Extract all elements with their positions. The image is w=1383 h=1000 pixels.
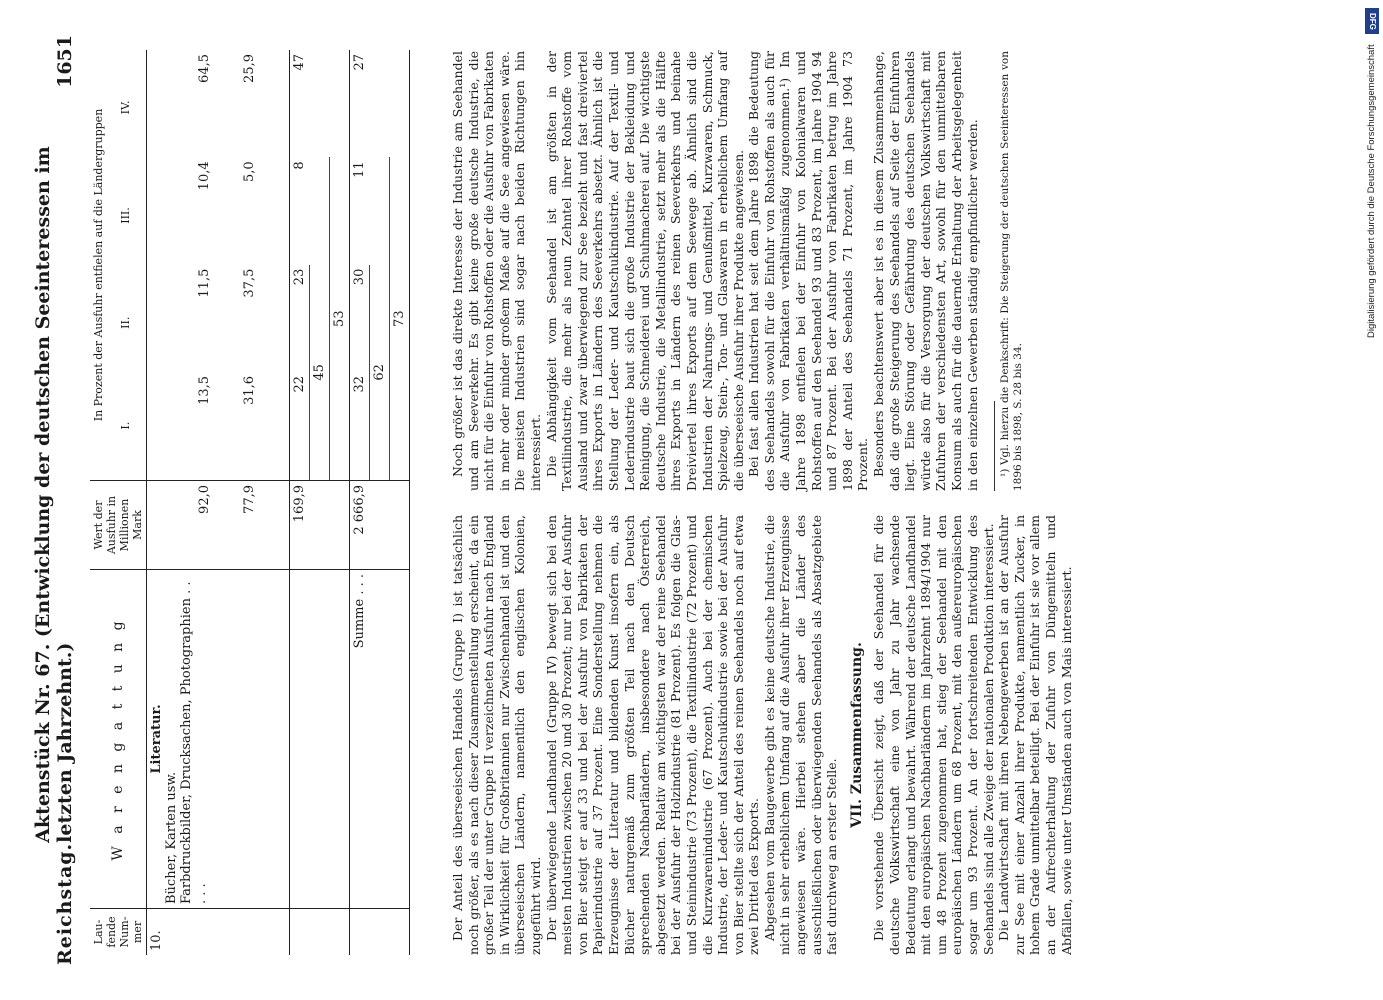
row-g2: 37,5 [242, 268, 257, 298]
subtotal-value: 169,9 [290, 481, 310, 570]
sum-g2: 30 [352, 268, 367, 286]
col-head-value: Wert der Ausfuhr in Millionen Mark [90, 481, 147, 570]
sum-g1: 32 [352, 375, 367, 393]
section-heading: VII. Zusammenfassung. [848, 642, 865, 828]
page-header [32, 35, 76, 965]
watermark-text: Digitalisierung gefördert durch die Deutsche Forschungsgemeinschaft [1366, 44, 1377, 338]
row-name: Farbdruckbilder, Drucksachen, Photographien . . . . . [179, 581, 209, 904]
page-number: 1651 [54, 35, 76, 88]
paragraph: Abgesehen vom Baugewerbe gibt es keine deutsche Industrie, die nicht in sehr erheblichem Umfang auf die Ausfuhr ihrer Erzeugnisse angewiesen wäre. Hierbei stehen aber die Länder des ausschließlichen oder überwiegenden Seehandels als Absatzgebiete fast durchweg an erster Stelle. [761, 515, 840, 955]
row-number: 10. [147, 909, 290, 956]
paragraph: Der Anteil des überseeischen Handels (Gruppe I) ist tatsächlich noch größer, als es nach dieser Zusammenstellung erscheint, da ein großer Teil der unter Gruppe II verzeichneten Ausfuhr nach England in Wirklichkeit für Großbritannien nur Zwischenhandel ist und den überseeischen Ländern, namentlich den englischen Kolonien, zugeführt wird. [450, 515, 543, 955]
col-head-groups-title: In Prozent der Ausfuhr entfielen auf die Ländergruppen [92, 108, 105, 422]
paragraph: Noch größer ist das direkte Interesse der Industrie am Seehandel und am Seeverkehr. Es gibt keine große deutsche Industrie, die nicht für die Einfuhr von Rohstoffen oder die Ausfuhr von Fabrikaten in mehr oder minder großem Maße auf die See angewiesen wäre. Die meisten Industrien sind sogar nach beiden Richtungen hin interessiert. [450, 51, 543, 491]
row-g2: 11,5 [197, 268, 212, 298]
sum-g4: 27 [352, 54, 367, 71]
row-name: Bücher, Karten usw. [164, 771, 179, 904]
group-head-1: I. [119, 421, 132, 430]
paragraph: Der überwiegende Landhandel (Gruppe IV) bewegt sich bei den meisten Industrien zwischen 20 und 30 Prozent; nur bei der Ausfuhr von Bier steigt er auf 33 und bei der Ausfuhr von Fabrikaten der Papierindustrie auf 37 Prozent. Eine Sonderstellung nehmen die Erzeugnisse der Literatur und bildenden Kunst insofern ein, als Bücher naturgemäß zum größten Teil nach den Deutsch sprechenden Nachbarländern, insbesondere nach Österreich, abgesetzt werden. Relativ am wichtigsten war der reine Seehandel bei der Ausfuhr der Holzindustrie (81 Prozent). Es folgen die Glas- und Steinindustrie (73 Prozent), die Textilindustrie (72 Prozent) und die Kurzwarenindustrie (67 Prozent). Auch bei der chemischen Industrie, der Leder- und Kautschukindustrie sowie bei der Ausfuhr von Bier stellte sich der Anteil des reinen Seehandels noch auf etwa zwei Drittel des Exports. [543, 515, 762, 955]
left-column [450, 515, 1074, 955]
group-head-4: IV. [119, 100, 132, 115]
paragraph: Die Landwirtschaft mit ihren Nebengewerben ist an der Ausfuhr zur See mit einer Anzahl ihrer Produkte, namentlich Zucker, in hohem Grade unmittelbar beteiligt. Bei der Einfuhr ist sie vor allem an der Aufrechterhaltung der Zufuhr von Düngemitteln und Abfällen, sowie unter Umständen auch von Mais interessiert. [996, 515, 1074, 955]
dfg-logo: DFG [1365, 8, 1379, 34]
row-g3: 10,4 [197, 161, 212, 191]
row-g1: 13,5 [197, 375, 212, 405]
row-g1: 31,6 [242, 375, 257, 405]
subtotal-g3: 8 [292, 161, 307, 170]
document-page [32, 35, 1380, 965]
subtotal-g2: 23 [292, 268, 307, 286]
footnote: ¹) Vgl. hierzu die Denkschrift: Die Steigerung der deutschen Seeinteressen von 1896 bis 1898, S. 28 bis 34. [999, 51, 1025, 491]
paragraph: Die Abhängigkeit vom Seehandel ist am größten in der Textilindustrie, die mehr als neun Zehntel ihrer Rohstoffe vom Ausland und zwar überwiegend zur See bezieht und fast dreiviertel ihres Exports in Ländern des Seeverkehrs absetzt. Ähnlich ist die Stellung der Leder- und Kautschukindustrie. Auf der Textil- und Lederindustrie baut sich die große Industrie der Bekleidung und Reinigung, die Schneiderei und Schuhmacherei auf. Die wichtigste deutsche Industrie, die Metallindustrie, setzt mehr als die Hälfte ihres Exports in Ländern des reinen Seeverkehrs und beinahe Dreiviertel ihres Exports auf dem Seewege ab. Ähnlich sind die Industrien der Nahrungs- und Genußmittel, Kurzwaren, Schmuck, Spielzeug, Stein-, Ton- und Glaswaren in erheblichem Umfang auf die überseeische Ausfuhr ihrer Produkte angewiesen. [543, 51, 746, 491]
subtotal-g123: 53 [330, 157, 350, 480]
sum-g123: 73 [390, 157, 410, 480]
col-head-number: Lau-fende Num-mer [90, 909, 147, 956]
group-head-2: II. [119, 316, 132, 329]
col-head-goods: W a r e n g a t t u n g [90, 570, 147, 909]
row-value: 92,0 [197, 485, 212, 514]
section-title: Literatur. [149, 704, 164, 774]
sum-value: 2 666,9 [350, 481, 370, 570]
row-g4: 25,9 [242, 54, 257, 83]
header-title: Aktenstück Nr. 67. (Entwicklung der deutschen Seeinteressen im letzten Jahrzehnt.) [32, 146, 76, 843]
paragraph: Die vorstehende Übersicht zeigt, daß der Seehandel für die deutsche Volkswirtschaft eine von Jahr zu Jahr wachsende Bedeutung erlangt und bewahrt. Während der deutsche Landhandel mit den europäischen Nachbarländern im Jahrzehnt 1894/1904 nur um 48 Prozent zugenommen hat, stieg der Seehandel mit den europäischen Ländern um 68 Prozent, mit den außereuropäischen sogar um 93 Prozent. An der fortschreitenden Entwicklung des Seehandels sind alle Zweige der nationalen Produktion interessiert. [871, 515, 996, 955]
group-head-3: III. [119, 207, 132, 224]
row-g3: 5,0 [242, 161, 257, 183]
row-g4: 64,5 [197, 54, 212, 83]
sum-label: Summe . . . [350, 570, 370, 909]
header-left: Reichstag. [54, 842, 76, 965]
subtotal-g1: 22 [292, 375, 307, 393]
right-column [450, 51, 1074, 491]
row-value: 77,9 [242, 485, 257, 514]
sum-g3: 11 [352, 161, 367, 178]
paragraph: Besonders beachtenswert aber ist es in diesem Zusammenhange, daß die große Steigerung des Seehandels auf Seite der Einfuhren liegt. Eine Störung oder Gefährdung des deutschen Seehandels würde also für die Versorgung der deutschen Volkswirtschaft mit Zufuhren der verschiedensten Art, sowohl für den unmittelbaren Konsum als auch für die dauernde Erhaltung der Arbeitsgelegenheit in den einzelnen Gewerben ständig empfindlicher werden. [871, 51, 980, 491]
export-table [90, 50, 410, 955]
paragraph: Bei fast allen Industrien hat seit dem Jahre 1898 die Bedeutung des Seehandels sowohl für die Einfuhr von Rohstoffen als auch für die Ausfuhr von Fabrikaten verhältnismäßig zugenommen.¹) Im Jahre 1898 entfielen bei der Einfuhr von Kolonialwaren und Rohstoffen auf den Seehandel 93 und 83 Prozent, im Jahre 1904 94 und 87 Prozent. Bei der Ausfuhr von Fabrikaten betrug im Jahre 1898 der Anteil des Seehandels 71 Prozent, im Jahre 1904 73 Prozent. [746, 51, 871, 491]
subtotal-g4: 47 [292, 54, 307, 71]
sum-g12: 62 [370, 265, 390, 481]
subtotal-g12: 45 [310, 265, 330, 481]
dfg-watermark [1365, 8, 1379, 338]
text-columns [450, 50, 1074, 955]
